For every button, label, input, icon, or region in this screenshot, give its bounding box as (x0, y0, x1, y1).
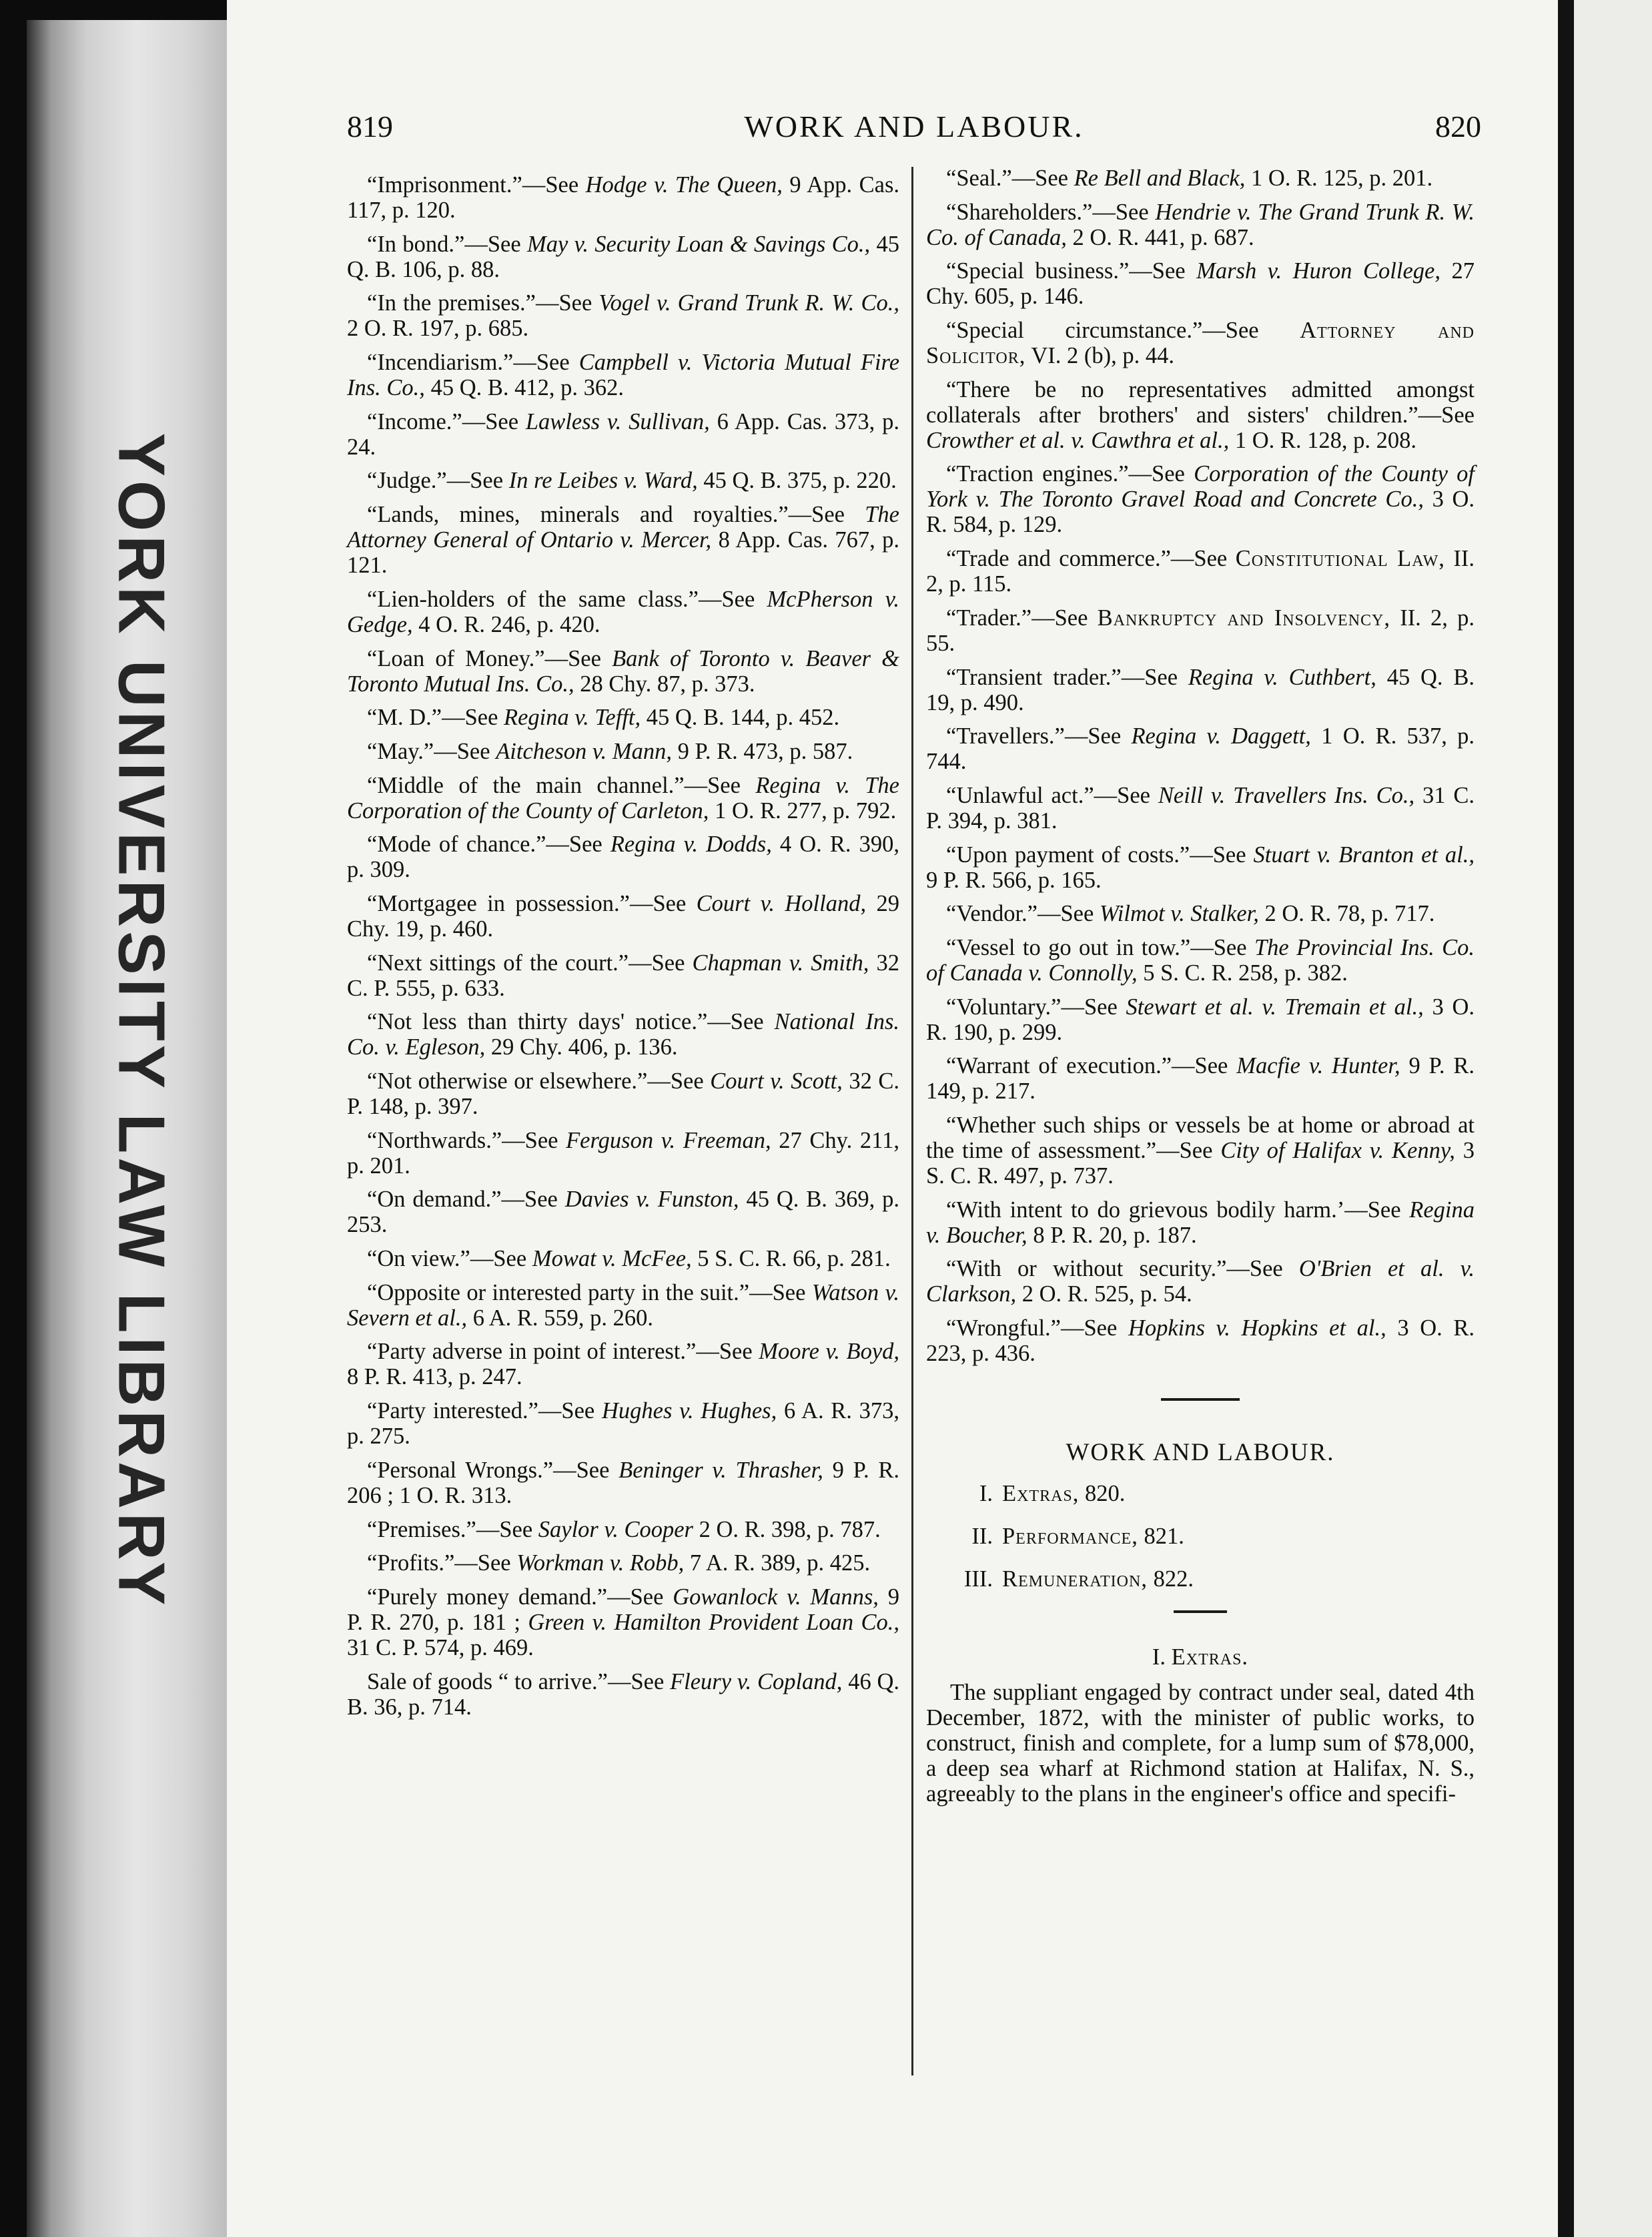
subsection-divider-rule (1174, 1610, 1227, 1613)
entry-case-name: Ferguson v. Freeman, (566, 1127, 771, 1153)
section-contents (926, 1481, 1475, 1592)
entry-see-ref: —See (1129, 258, 1186, 284)
entry-term: “Lien-holders of the same class.” (367, 586, 699, 612)
entry-term: “Opposite or interested party in the suit.” (367, 1279, 750, 1305)
right-column-entries (926, 166, 1475, 1366)
entry-case-name: Court v. Scott, (710, 1068, 843, 1094)
index-entry (347, 587, 899, 637)
entry-term: “Traction engines.” (946, 461, 1129, 487)
column-divider (911, 167, 913, 2075)
entry-case-name: Regina v. Daggett, (1131, 723, 1311, 749)
toc-line (926, 1524, 1475, 1549)
index-entry (347, 1517, 899, 1542)
entry-case-name: Fleury v. Copland, (670, 1668, 843, 1694)
index-entry (926, 665, 1475, 715)
entry-see-ref: —See (1064, 723, 1122, 749)
entry-citation: 7 A. R. 389, p. 425. (689, 1550, 871, 1576)
entry-term: “Judge.” (367, 468, 447, 494)
entry-term: “Premises.” (367, 1516, 476, 1542)
index-entry (926, 1256, 1475, 1307)
entry-citation: 4 O. R. 390, p. 309. (347, 832, 899, 883)
entry-citation: 31 C. P. 574, p. 469. (347, 1634, 534, 1660)
entry-see-ref: —See (629, 890, 687, 916)
entry-see-ref: —See (501, 1187, 558, 1213)
index-entry (926, 166, 1475, 191)
entry-citation: 29 Chy. 406, p. 136. (490, 1034, 678, 1060)
entry-term: “Upon payment of costs.” (946, 842, 1190, 868)
entry-case-name: Hughes v. Hughes, (601, 1398, 777, 1424)
entry-see-ref: —See (1156, 1138, 1213, 1163)
entry-term: “Profits.” (367, 1550, 455, 1576)
entry-case-name: Hopkins v. Hopkins et al., (1128, 1315, 1386, 1341)
entry-case-name: The Attorney General of Ontario v. Mercer, (347, 502, 899, 553)
index-entry (347, 350, 899, 400)
entry-case-name: Bank of Toronto v. Beaver & Toronto Mutual Ins. Co., (347, 645, 900, 697)
index-entry (926, 935, 1475, 986)
index-entry (926, 377, 1475, 453)
index-entry (926, 842, 1475, 893)
entry-term: “On view.” (367, 1246, 470, 1272)
entry-citation: 27 Chy. 211, p. 201. (347, 1127, 900, 1179)
entry-term: “Shareholders.” (946, 199, 1093, 225)
entry-case-name: Lawless v. Sullivan, (525, 408, 710, 434)
index-entry (347, 1128, 899, 1179)
entry-see-ref: —See (502, 1127, 558, 1153)
entry-citation: 6 A. R. 559, p. 260. (472, 1305, 654, 1331)
entry-case-name: In re Leibes v. Ward, (508, 468, 698, 494)
spine-label-text: YORK UNIVERSITY LAW LIBRARY (105, 432, 179, 1610)
entry-case-name: O'Brien et al. v. Clarkson, (926, 1256, 1475, 1307)
index-entry (347, 739, 899, 764)
subsection-number: I. (1152, 1644, 1166, 1670)
entry-term: “Special circumstance.” (946, 318, 1203, 344)
toc-label: Performance, (1002, 1524, 1138, 1550)
toc-number: I. (979, 1481, 993, 1507)
entry-citation: 2 O. R. 398, p. 787. (699, 1516, 881, 1542)
entry-see-ref: —See (546, 832, 602, 858)
entry-case-name: Wilmot v. Stalker, (1099, 901, 1259, 927)
entry-term: “Middle of the main channel.” (367, 772, 685, 798)
entry-case-name: Regina v. Cuthbert, (1188, 664, 1376, 690)
entry-see-ref: —See (462, 408, 519, 434)
entry-citation: 3 O. R. 190, p. 299. (926, 994, 1475, 1045)
entry-see-ref: —See (470, 1246, 527, 1272)
entry-case-name: Corporation of the County of York v. The Toronto Gravel Road and Concrete Co., (926, 461, 1475, 513)
entry-term: “Not less than thirty days' notice.” (367, 1009, 708, 1035)
running-title: WORK AND LABOUR. (744, 109, 1084, 143)
index-entry (347, 950, 899, 1001)
entry-see-ref: —See (1094, 782, 1150, 808)
entry-see-ref: —See (1061, 994, 1118, 1020)
entry-see-ref: —See (607, 1584, 664, 1610)
entry-citation: 2 O. R. 441, p. 687. (1072, 224, 1254, 250)
entry-see-ref: —See (538, 1398, 595, 1424)
index-entry (347, 1187, 899, 1237)
entry-case-name: Mowat v. McFee, (532, 1246, 692, 1272)
entry-case-name: Regina v. The Corporation of the County of Carleton, (347, 772, 899, 824)
entry-case-name: Workman v. Robb, (516, 1550, 685, 1576)
index-entry (347, 1458, 899, 1508)
index-entry (926, 546, 1475, 597)
entry-term: “Imprisonment.” (367, 172, 522, 198)
entry-citation: 45 Q. B. 19, p. 490. (926, 664, 1475, 715)
entry-case-name: Chapman v. Smith, (692, 950, 869, 976)
entry-term: “Purely money demand.” (367, 1584, 608, 1610)
entry-term: “Party interested.” (367, 1398, 538, 1424)
entry-case-name: May v. Security Loan & Savings Co., (526, 231, 871, 257)
entry-citation: 45 Q. B. 369, p. 253. (347, 1187, 900, 1238)
entry-citation: 3 O. R. 223, p. 436. (926, 1315, 1475, 1367)
entry-see-ref: —See (513, 350, 570, 376)
entry-citation: 6 App. Cas. 373, p. 24. (347, 408, 900, 460)
entry-case-name: Moore v. Boyd, (759, 1339, 900, 1365)
entry-citation: 29 Chy. 19, p. 460. (347, 890, 899, 942)
entry-citation: 46 Q. B. 36, p. 714. (347, 1668, 900, 1720)
entry-see-ref: —See (647, 1068, 704, 1094)
index-entry (347, 172, 899, 223)
entry-see-ref: —See (1226, 1256, 1283, 1282)
toc-label: Remuneration, (1002, 1566, 1148, 1592)
entry-see-ref: —See (1011, 166, 1068, 191)
entry-term: “In the premises.” (367, 290, 536, 316)
entry-citation: 32 C. P. 555, p. 633. (347, 950, 899, 1001)
entry-case-name: Hendrie v. The Grand Trunk R. W. Co. of Canada, (926, 199, 1475, 250)
entry-see-ref: —See (1344, 1197, 1401, 1223)
entry-citation: 8 P. R. 413, p. 247. (347, 1364, 522, 1390)
entry-see-ref: —See (1172, 1053, 1228, 1079)
entry-citation: 45 Q. B. 144, p. 452. (646, 705, 840, 731)
entry-see-ref: —See (1061, 1315, 1118, 1341)
entry-term: “Party adverse in point of interest.” (367, 1339, 697, 1365)
toc-number: III. (963, 1566, 993, 1592)
entry-term: “Special business.” (946, 258, 1130, 284)
index-entry (347, 1550, 899, 1576)
entry-see-ref: —See (1202, 318, 1259, 344)
entry-see-ref: —See (629, 950, 685, 976)
entry-see-ref: —See (434, 738, 490, 764)
index-entry (926, 1197, 1475, 1248)
index-entry (926, 783, 1475, 834)
entry-term: “Warrant of execution.” (946, 1053, 1172, 1079)
index-entry (347, 1246, 899, 1271)
entry-term: “On demand.” (367, 1187, 502, 1213)
body-paragraph: The suppliant engaged by contract under seal, dated 4th December, 1872, with the minister of public works, to construct, finish and complete, for a lump sum of $78,000, a deep sea wharf at Richmond station at Halifax, N. S., agreeably to the plans in the engineer's office and specifi- (926, 1680, 1475, 1807)
entry-term: “Personal Wrongs.” (367, 1457, 554, 1483)
entry-citation: 9 P. R. 270, p. 181 ; (347, 1584, 900, 1635)
index-entry (926, 723, 1475, 774)
entry-see-ref: —See (607, 1668, 665, 1694)
entry-citation: 1 O. R. 128, p. 208. (1234, 427, 1417, 453)
entry-see-ref: —See (446, 468, 504, 494)
index-entry (347, 891, 899, 942)
index-entry (347, 1669, 899, 1720)
toc-page: 822. (1153, 1566, 1194, 1592)
entry-case-name: Court v. Holland, (696, 890, 867, 916)
facing-page-edge (1574, 0, 1652, 2237)
index-entry (926, 200, 1475, 250)
page-gutter-shadow (1558, 0, 1574, 2237)
page-number-left: 819 (347, 109, 393, 143)
entry-term: “Vendor.” (946, 901, 1038, 927)
entry-citation: 2 O. R. 525, p. 54. (1021, 1281, 1192, 1307)
entry-case-name: National Ins. Co. v. Egleson, (347, 1009, 899, 1060)
index-entry (347, 1068, 899, 1119)
index-entry (347, 1398, 899, 1449)
entry-term: Sale of goods “ to arrive.” (367, 1668, 608, 1694)
entry-citation: 9 P. R. 149, p. 217. (926, 1053, 1475, 1104)
section-heading: WORK AND LABOUR. (1066, 1439, 1335, 1467)
index-entry (926, 1053, 1475, 1104)
entry-case-name: The Provincial Ins. Co. of Canada v. Connolly, (926, 934, 1475, 986)
entry-citation: VI. 2 (b), p. 44. (1031, 343, 1175, 369)
entry-term: “Travellers.” (946, 723, 1065, 749)
entry-term: “Unlawful act.” (946, 782, 1094, 808)
toc-number: II. (971, 1524, 993, 1550)
entry-see-ref: —See (684, 772, 741, 798)
entry-case-name: Crowther et al. v. Cawthra et al., (926, 427, 1230, 453)
index-entry (926, 994, 1475, 1045)
entry-see-ref: —See (553, 1457, 610, 1483)
entry-case-name: Vogel v. Grand Trunk R. W. Co., (598, 290, 899, 316)
index-entry (347, 232, 899, 282)
entry-see-ref: —See (749, 1279, 806, 1305)
index-entry (347, 1280, 899, 1331)
entry-see-ref: —See (522, 172, 579, 198)
entry-see-ref: —See (1121, 664, 1178, 690)
entry-case-name: Campbell v. Victoria Mutual Fire Ins. Co., (347, 350, 900, 401)
entry-term: “With or without security.” (946, 1256, 1227, 1282)
entry-case-name: Stuart v. Branton et al., (1253, 842, 1475, 868)
index-entry (347, 1584, 899, 1660)
entry-case-name: Gowanlock v. Manns, (673, 1584, 879, 1610)
entry-citation: 45 Q. B. 106, p. 88. (347, 231, 900, 282)
entry-see-ref: —See (1038, 901, 1094, 927)
index-entry (926, 1315, 1475, 1366)
entry-term: “Next sittings of the court.” (367, 950, 629, 976)
entry-case-name: Watson v. Severn et al., (347, 1279, 899, 1331)
entry-see-ref: —See (1128, 461, 1185, 487)
entry-citation: 3 S. C. R. 497, p. 737. (926, 1138, 1475, 1189)
entry-term: “Incendiarism.” (367, 350, 514, 376)
toc-page: 820. (1085, 1481, 1126, 1507)
index-entry (347, 290, 899, 341)
entry-term: “Whether such ships or vessels be at home or abroad at the time of assessment.” (926, 1112, 1475, 1163)
entry-see-ref: —See (476, 1516, 533, 1542)
index-entry (347, 705, 899, 730)
entry-citation: 9 App. Cas. 117, p. 120. (347, 172, 900, 223)
entry-term: “There be no representatives admitted amongst collaterals after brothers' and sisters' children.” (926, 376, 1475, 428)
entry-citation: 9 P. R. 566, p. 165. (926, 867, 1102, 893)
index-entry (926, 258, 1475, 309)
entry-citation: 45 Q. B. 375, p. 220. (703, 468, 897, 494)
entry-see-ref: —See (1092, 199, 1149, 225)
entry-citation: 2 O. R. 78, p. 717. (1264, 901, 1435, 927)
index-entry (347, 502, 899, 578)
index-entry (347, 1339, 899, 1389)
entry-citation: 2 O. R. 197, p. 685. (347, 316, 529, 342)
entry-see-ref: —See (1190, 934, 1247, 960)
entry-case-name: Stewart et al. v. Tremain et al., (1126, 994, 1424, 1020)
entry-see-ref: —See (707, 1009, 764, 1035)
entry-see-ref: —See (544, 645, 601, 671)
entry-case-name: Macfie v. Hunter, (1236, 1053, 1400, 1079)
entry-citation: II. 2, p. 115. (926, 546, 1475, 597)
entry-term: “Lands, mines, minerals and royalties.” (367, 502, 789, 528)
entry-case-name: Regina v. Dodds, (610, 832, 772, 858)
entry-citation: 5 S. C. R. 258, p. 382. (1143, 960, 1348, 986)
section-divider-rule (1161, 1398, 1240, 1401)
entry-citation: 45 Q. B. 412, p. 362. (430, 375, 624, 401)
entry-term: “Loan of Money.” (367, 645, 545, 671)
index-entry (347, 646, 899, 697)
entry-see-ref: —See (1170, 546, 1228, 572)
index-entry (926, 461, 1475, 537)
entry-case-name: Regina v. Tefft, (504, 705, 641, 731)
entry-term: “Trader.” (946, 605, 1032, 631)
entry-term: “With intent to do grievous bodily harm.’ (946, 1197, 1345, 1223)
page-number-right: 820 (1435, 109, 1481, 143)
entry-citation: 31 C. P. 394, p. 381. (926, 782, 1475, 834)
entry-citation: 5 S. C. R. 66, p. 281. (697, 1246, 891, 1272)
index-entry (926, 1112, 1475, 1189)
entry-see-ref: —See (1031, 605, 1088, 631)
book-spine (27, 20, 227, 2237)
entry-cross-reference: Bankruptcy and Insolvency, (1097, 605, 1390, 631)
index-entry (347, 1009, 899, 1060)
entry-cross-reference: Constitutional Law, (1235, 546, 1445, 572)
entry-see-ref: —See (698, 586, 755, 612)
entry-case-name: McPherson v. Gedge, (347, 586, 900, 637)
entry-citation: 8 App. Cas. 767, p. 121. (347, 527, 900, 579)
toc-line (926, 1481, 1475, 1506)
index-entry (347, 409, 899, 460)
entry-term: “Northwards.” (367, 1127, 502, 1153)
entry-case-name: Marsh v. Huron College, (1196, 258, 1440, 284)
index-entry (347, 832, 899, 882)
entry-case-name: Aitcheson v. Mann, (496, 738, 672, 764)
entry-term: “Mode of chance.” (367, 832, 546, 858)
index-entry (926, 901, 1475, 926)
entry-term: “Wrongful.” (946, 1315, 1061, 1341)
entry-term: “Mortgagee in possession.” (367, 890, 630, 916)
entry-case-name: Re Bell and Black, (1074, 166, 1246, 191)
entry-case-name: Davies v. Funston, (564, 1187, 739, 1213)
toc-line (926, 1566, 1475, 1592)
entry-term: “Income.” (367, 408, 462, 434)
entry-see-ref: —See (696, 1339, 753, 1365)
entry-citation: 1 O. R. 537, p. 744. (926, 723, 1475, 775)
right-column (926, 166, 1475, 1807)
entry-case-name: Green v. Hamilton Provident Loan Co., (528, 1609, 899, 1635)
index-entry (347, 468, 899, 493)
index-entry (347, 773, 899, 824)
entry-citation: 3 O. R. 584, p. 129. (926, 487, 1475, 538)
entry-citation: 27 Chy. 605, p. 146. (926, 258, 1475, 310)
entry-see-ref: —See (464, 231, 521, 257)
entry-term: “Transient trader.” (946, 664, 1122, 690)
entry-citation: 9 P. R. 473, p. 587. (677, 738, 853, 764)
entry-term: “Voluntary.” (946, 994, 1062, 1020)
entry-term: “Not otherwise or elsewhere.” (367, 1068, 648, 1094)
subsection-heading (926, 1644, 1475, 1670)
entry-see-ref: —See (1190, 842, 1246, 868)
entry-citation: II. 2, p. 55. (926, 605, 1475, 656)
entry-citation: 4 O. R. 246, p. 420. (418, 611, 600, 637)
entry-see-ref: —See (788, 502, 845, 528)
entry-term: “In bond.” (367, 231, 465, 257)
entry-citation: 32 C. P. 148, p. 397. (347, 1068, 900, 1119)
entry-case-name: Beninger v. Thrasher, (618, 1457, 823, 1483)
entry-term: “May.” (367, 738, 434, 764)
entry-case-name: Saylor v. Cooper (538, 1516, 693, 1542)
left-column (347, 172, 899, 1728)
entry-citation: 1 O. R. 277, p. 792. (715, 797, 897, 824)
entry-citation: 28 Chy. 87, p. 373. (580, 671, 755, 697)
entry-citation: 1 O. R. 125, p. 201. (1250, 166, 1433, 191)
entry-see-ref: —See (535, 290, 592, 316)
entry-citation: 6 A. R. 373, p. 275. (347, 1398, 900, 1450)
entry-see-ref: —See (442, 705, 498, 731)
toc-label: Extras, (1002, 1481, 1080, 1507)
entry-term: “Seal.” (946, 166, 1012, 191)
entry-see-ref: —See (454, 1550, 511, 1576)
entry-cross-reference: Attorney and Solicitor, (926, 318, 1475, 369)
entry-term: “Trade and commerce.” (946, 546, 1171, 572)
entry-case-name: Neill v. Travellers Ins. Co., (1158, 782, 1415, 808)
entry-citation: 8 P. R. 20, p. 187. (1033, 1222, 1197, 1248)
toc-page: 821. (1144, 1524, 1184, 1550)
subsection-title: Extras. (1171, 1644, 1249, 1670)
entry-case-name: Regina v. Boucher, (926, 1197, 1475, 1248)
index-entry (926, 318, 1475, 368)
entry-term: “Vessel to go out in tow.” (946, 934, 1191, 960)
entry-case-name: City of Halifax v. Kenny, (1220, 1138, 1455, 1163)
running-header (347, 107, 1481, 153)
entry-term: “M. D.” (367, 705, 442, 731)
index-entry (926, 605, 1475, 656)
entry-case-name: Hodge v. The Queen, (585, 172, 783, 198)
entry-citation: 9 P. R. 206 ; 1 O. R. 313. (347, 1457, 900, 1508)
entry-see-ref: —See (1418, 402, 1475, 428)
